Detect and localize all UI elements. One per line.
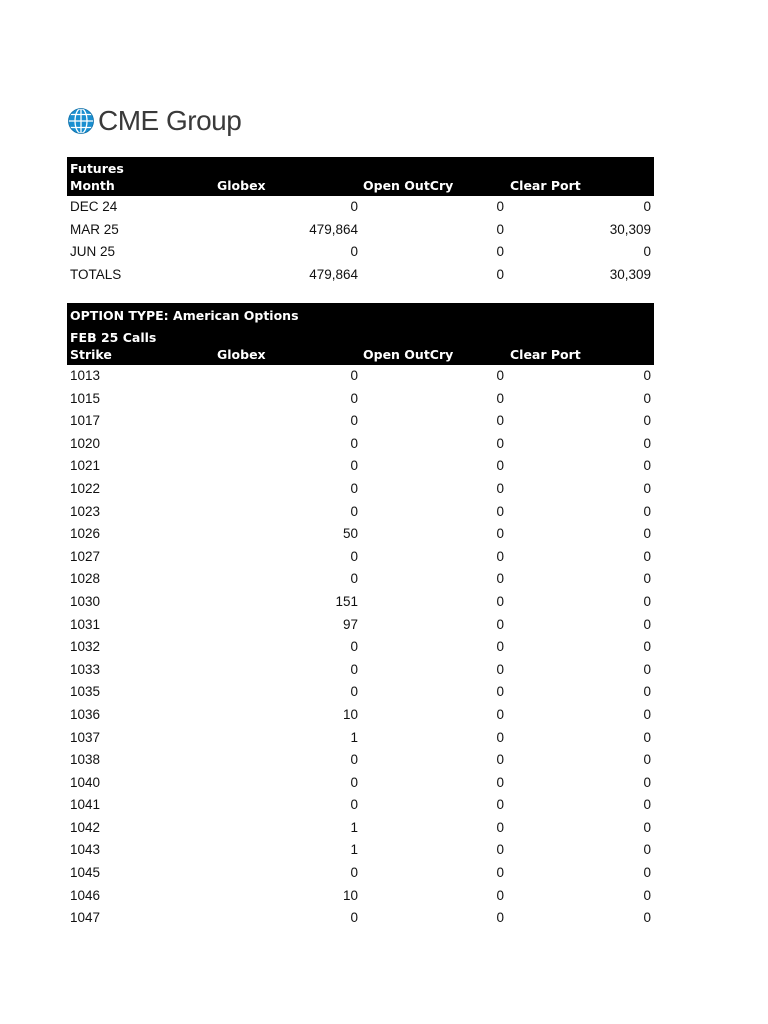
cell-label: DEC 24 bbox=[70, 199, 118, 214]
table-row bbox=[67, 478, 654, 501]
cell-open-outcry: 0 bbox=[496, 593, 504, 609]
cell-clear-port: 0 bbox=[643, 413, 651, 429]
cell-globex: 1 bbox=[350, 819, 358, 835]
cell-globex: 0 bbox=[350, 865, 358, 881]
cell-globex: 0 bbox=[350, 413, 358, 429]
cell-open-outcry: 0 bbox=[496, 661, 504, 677]
cell-globex: 0 bbox=[350, 752, 358, 768]
cme-group-logo bbox=[68, 104, 241, 138]
cell-globex: 151 bbox=[335, 593, 358, 609]
cell-open-outcry: 0 bbox=[496, 706, 504, 722]
futures-column-headers bbox=[67, 177, 654, 194]
cell-open-outcry: 0 bbox=[496, 526, 504, 542]
cell-clear-port: 0 bbox=[643, 865, 651, 881]
cell-globex: 0 bbox=[350, 571, 358, 587]
column-header-month: Month bbox=[70, 178, 115, 193]
cell-clear-port: 0 bbox=[643, 593, 651, 609]
cell-globex: 10 bbox=[342, 706, 358, 722]
column-header-clear-port: Clear Port bbox=[510, 178, 581, 193]
cell-clear-port: 0 bbox=[643, 480, 651, 496]
cell-open-outcry: 0 bbox=[496, 480, 504, 496]
cell-open-outcry: 0 bbox=[496, 616, 504, 632]
table-row bbox=[67, 546, 654, 569]
table-row bbox=[67, 704, 654, 727]
table-row bbox=[67, 907, 654, 930]
cell-globex: 0 bbox=[350, 390, 358, 406]
cell-clear-port: 0 bbox=[643, 526, 651, 542]
cell-open-outcry: 0 bbox=[496, 503, 504, 519]
cell-globex: 10 bbox=[342, 887, 358, 903]
cell-open-outcry: 0 bbox=[496, 221, 504, 237]
cell-label: 1038 bbox=[70, 752, 101, 768]
options-body bbox=[67, 365, 654, 930]
cell-label: 1028 bbox=[70, 571, 101, 587]
cell-clear-port: 0 bbox=[643, 390, 651, 406]
cell-clear-port: 0 bbox=[643, 548, 651, 564]
cell-clear-port: 30,309 bbox=[609, 266, 651, 282]
cell-globex: 50 bbox=[342, 526, 358, 542]
option-type-label: OPTION TYPE: American Options bbox=[70, 308, 299, 323]
cell-globex: 1 bbox=[350, 842, 358, 858]
table-row bbox=[67, 885, 654, 908]
cell-clear-port: 0 bbox=[643, 684, 651, 700]
cell-globex: 0 bbox=[350, 639, 358, 655]
cell-clear-port: 0 bbox=[643, 199, 651, 214]
cell-open-outcry: 0 bbox=[496, 797, 504, 813]
table-row bbox=[67, 681, 654, 704]
cell-globex: 0 bbox=[350, 910, 358, 926]
cell-label: 1013 bbox=[70, 368, 101, 383]
table-row bbox=[67, 196, 654, 219]
cell-open-outcry: 0 bbox=[496, 910, 504, 926]
table-row bbox=[67, 862, 654, 885]
cell-clear-port: 0 bbox=[643, 503, 651, 519]
cell-globex: 0 bbox=[350, 503, 358, 519]
cell-open-outcry: 0 bbox=[496, 435, 504, 451]
cell-globex: 0 bbox=[350, 368, 358, 383]
cell-open-outcry: 0 bbox=[496, 390, 504, 406]
table-row bbox=[67, 568, 654, 591]
table-row bbox=[67, 365, 654, 388]
cell-label: 1041 bbox=[70, 797, 101, 813]
cell-open-outcry: 0 bbox=[496, 729, 504, 745]
cell-globex: 0 bbox=[350, 244, 358, 260]
cell-label: 1045 bbox=[70, 865, 101, 881]
cell-globex: 0 bbox=[350, 774, 358, 790]
cell-clear-port: 0 bbox=[643, 752, 651, 768]
cell-clear-port: 0 bbox=[643, 819, 651, 835]
options-table bbox=[67, 303, 654, 930]
cell-open-outcry: 0 bbox=[496, 458, 504, 474]
cell-open-outcry: 0 bbox=[496, 639, 504, 655]
cell-label: 1031 bbox=[70, 616, 101, 632]
futures-table bbox=[67, 157, 654, 286]
cell-label: 1030 bbox=[70, 593, 101, 609]
cell-label: 1046 bbox=[70, 887, 101, 903]
cell-globex: 0 bbox=[350, 199, 358, 214]
table-row bbox=[67, 241, 654, 264]
cell-globex: 1 bbox=[350, 729, 358, 745]
cell-open-outcry: 0 bbox=[496, 244, 504, 260]
cell-clear-port: 0 bbox=[643, 729, 651, 745]
column-header-open-outcry: Open OutCry bbox=[363, 347, 454, 362]
cell-globex: 0 bbox=[350, 661, 358, 677]
cell-label: 1043 bbox=[70, 842, 101, 858]
table-row bbox=[67, 817, 654, 840]
options-column-headers bbox=[67, 346, 654, 363]
futures-header bbox=[67, 157, 654, 196]
table-row bbox=[67, 749, 654, 772]
cell-clear-port: 0 bbox=[643, 797, 651, 813]
cell-globex: 479,864 bbox=[309, 221, 358, 237]
table-row bbox=[67, 410, 654, 433]
table-row bbox=[67, 264, 654, 287]
cell-clear-port: 0 bbox=[643, 616, 651, 632]
cell-label: JUN 25 bbox=[70, 244, 116, 260]
cell-open-outcry: 0 bbox=[496, 774, 504, 790]
cell-clear-port: 0 bbox=[643, 706, 651, 722]
column-header-open-outcry: Open OutCry bbox=[363, 178, 454, 193]
cell-clear-port: 0 bbox=[643, 639, 651, 655]
cell-clear-port: 0 bbox=[643, 368, 651, 383]
cell-open-outcry: 0 bbox=[496, 887, 504, 903]
cell-label: 1021 bbox=[70, 458, 101, 474]
cell-label: 1047 bbox=[70, 910, 101, 926]
cell-clear-port: 0 bbox=[643, 774, 651, 790]
cell-globex: 479,864 bbox=[309, 266, 358, 282]
table-row bbox=[67, 388, 654, 411]
cell-label: 1027 bbox=[70, 548, 101, 564]
table-row bbox=[67, 839, 654, 862]
cell-label: 1035 bbox=[70, 684, 101, 700]
cell-open-outcry: 0 bbox=[496, 571, 504, 587]
table-row bbox=[67, 591, 654, 614]
cell-open-outcry: 0 bbox=[496, 752, 504, 768]
column-header-strike: Strike bbox=[70, 347, 112, 362]
table-row bbox=[67, 219, 654, 242]
cell-globex: 97 bbox=[342, 616, 358, 632]
table-row bbox=[67, 772, 654, 795]
cell-open-outcry: 0 bbox=[496, 199, 504, 214]
cell-globex: 0 bbox=[350, 548, 358, 564]
table-row bbox=[67, 455, 654, 478]
cell-clear-port: 0 bbox=[643, 842, 651, 858]
cell-globex: 0 bbox=[350, 435, 358, 451]
table-row bbox=[67, 636, 654, 659]
futures-title: Futures bbox=[70, 161, 124, 176]
cell-label: TOTALS bbox=[70, 266, 122, 282]
cell-open-outcry: 0 bbox=[496, 548, 504, 564]
table-row bbox=[67, 433, 654, 456]
table-row bbox=[67, 501, 654, 524]
cell-clear-port: 0 bbox=[643, 910, 651, 926]
cell-clear-port: 0 bbox=[643, 661, 651, 677]
cell-label: 1040 bbox=[70, 774, 101, 790]
cell-clear-port: 0 bbox=[643, 244, 651, 260]
cell-globex: 0 bbox=[350, 458, 358, 474]
cell-clear-port: 0 bbox=[643, 887, 651, 903]
cell-label: 1037 bbox=[70, 729, 101, 745]
cell-open-outcry: 0 bbox=[496, 266, 504, 282]
cell-label: MAR 25 bbox=[70, 221, 119, 237]
cell-label: 1022 bbox=[70, 480, 101, 496]
cell-label: 1032 bbox=[70, 639, 101, 655]
cell-globex: 0 bbox=[350, 797, 358, 813]
table-row bbox=[67, 614, 654, 637]
cell-clear-port: 0 bbox=[643, 458, 651, 474]
globe-icon bbox=[68, 108, 94, 134]
cell-label: 1017 bbox=[70, 413, 101, 429]
table-row bbox=[67, 659, 654, 682]
column-header-globex: Globex bbox=[217, 178, 266, 193]
cell-clear-port: 0 bbox=[643, 571, 651, 587]
cell-clear-port: 0 bbox=[643, 435, 651, 451]
column-header-clear-port: Clear Port bbox=[510, 347, 581, 362]
cell-label: 1042 bbox=[70, 819, 101, 835]
cell-open-outcry: 0 bbox=[496, 413, 504, 429]
cell-label: 1015 bbox=[70, 390, 101, 406]
table-row bbox=[67, 523, 654, 546]
cell-clear-port: 30,309 bbox=[609, 221, 651, 237]
table-row bbox=[67, 794, 654, 817]
cell-label: 1036 bbox=[70, 706, 101, 722]
column-header-globex: Globex bbox=[217, 347, 266, 362]
cell-globex: 0 bbox=[350, 480, 358, 496]
cell-globex: 0 bbox=[350, 684, 358, 700]
cell-label: 1026 bbox=[70, 526, 101, 542]
logo-text: CME Group bbox=[98, 105, 242, 136]
cell-label: 1023 bbox=[70, 503, 101, 519]
cell-open-outcry: 0 bbox=[496, 368, 504, 383]
options-header bbox=[67, 303, 654, 365]
cell-open-outcry: 0 bbox=[496, 842, 504, 858]
futures-body bbox=[67, 196, 654, 286]
cell-open-outcry: 0 bbox=[496, 684, 504, 700]
cell-open-outcry: 0 bbox=[496, 819, 504, 835]
cell-label: 1033 bbox=[70, 661, 101, 677]
table-row bbox=[67, 727, 654, 750]
option-series-label: FEB 25 Calls bbox=[70, 330, 157, 345]
cell-label: 1020 bbox=[70, 435, 101, 451]
cell-open-outcry: 0 bbox=[496, 865, 504, 881]
